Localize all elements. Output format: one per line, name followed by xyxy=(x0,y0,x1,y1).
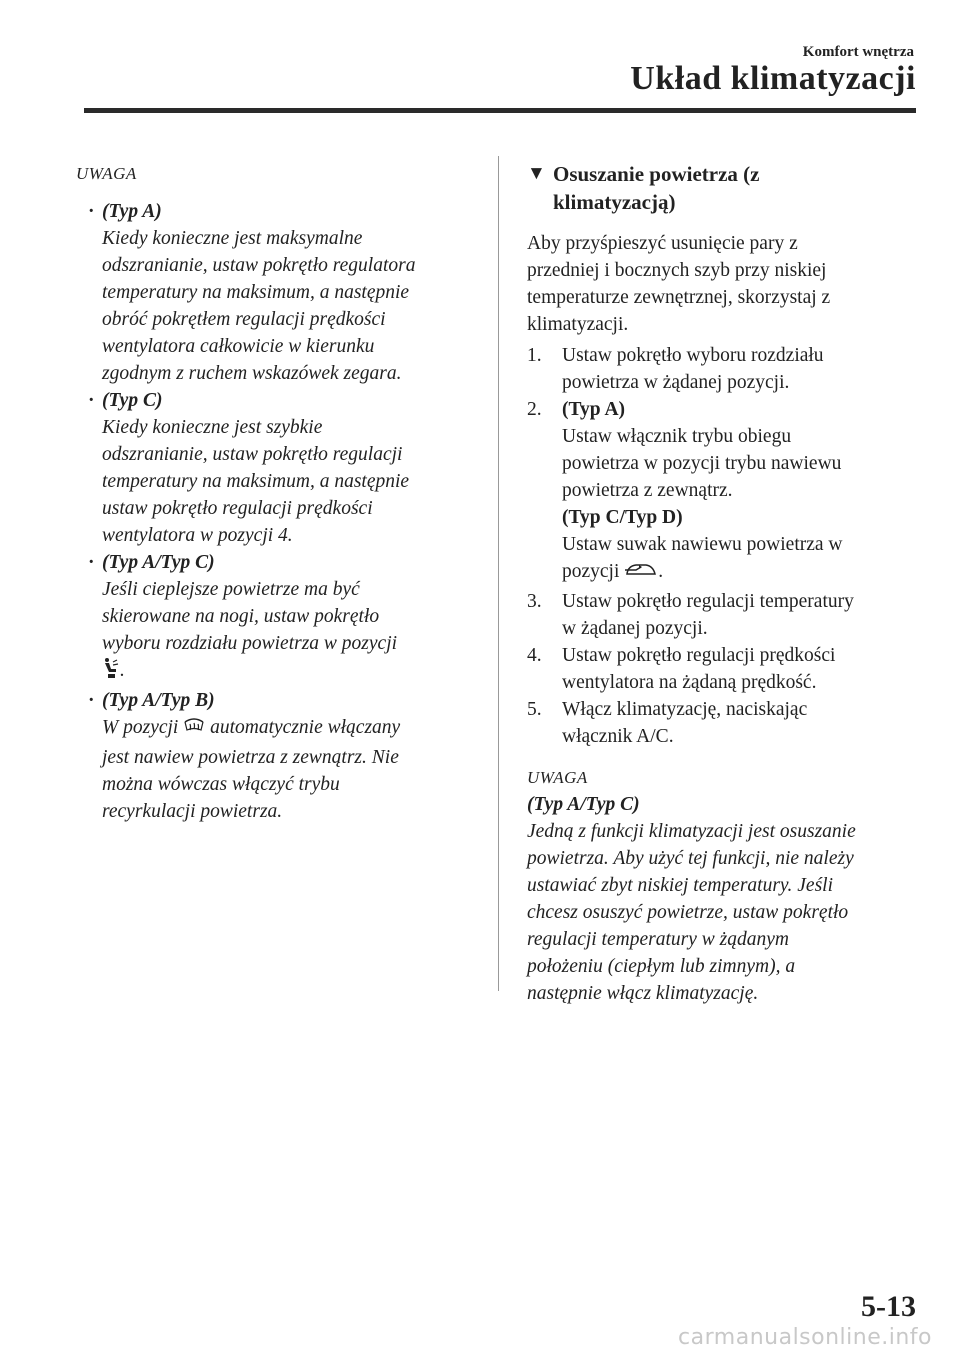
item-line: jest nawiew powietrza z zewnątrz. Nie xyxy=(102,747,399,768)
step-number: 3. xyxy=(527,591,542,612)
column-divider xyxy=(498,156,499,991)
step-line: Ustaw pokrętło regulacji temperatury xyxy=(562,591,854,612)
watermark[interactable]: carmanualsonline.info xyxy=(678,1325,932,1350)
page-number: 5-13 xyxy=(861,1290,916,1323)
item-line xyxy=(102,657,476,687)
step-tag: (Typ C/Typ D) xyxy=(562,507,683,528)
item-line: Jeśli cieplejsze powietrze ma być xyxy=(102,579,360,600)
item-line: skierowane na nogi, ustaw pokrętło xyxy=(102,606,380,627)
note-line: powietrza. Aby użyć tej funkcji, nie należy xyxy=(527,848,854,869)
step-line: Włącz klimatyzację, naciskając xyxy=(562,699,808,720)
note-line: ustawiać zbyt niskiej temperatury. Jeśli xyxy=(527,875,833,896)
header-section: Komfort wnętrza xyxy=(802,44,914,60)
windshield-defrost-icon xyxy=(183,716,205,744)
note-line: regulacji temperatury w żądanym xyxy=(527,929,789,950)
note-label: UWAGA xyxy=(76,164,137,183)
item-line: odszranianie, ustaw pokrętło regulacji xyxy=(102,444,403,465)
item-tag: (Typ A/Typ C) xyxy=(102,552,215,573)
header-rule xyxy=(84,108,916,113)
line-prefix: W pozycji xyxy=(102,717,179,738)
step xyxy=(527,342,919,396)
item-line: temperatury na maksimum, a następnie xyxy=(102,471,410,492)
note-line: Jedną z funkcji klimatyzacji jest osuszanie xyxy=(527,821,856,842)
step-line: Ustaw włącznik trybu obiegu xyxy=(562,426,792,447)
item-line xyxy=(102,714,476,744)
step xyxy=(527,588,919,642)
step-line: powietrza w pozycji trybu nawiewu xyxy=(562,453,842,474)
intro-line: temperaturze zewnętrznej, skorzystaj z xyxy=(527,287,831,308)
bullet-dot: · xyxy=(88,201,95,222)
item-tag: (Typ C) xyxy=(102,390,163,411)
item-line: wentylatora całkowicie w kierunku xyxy=(102,336,375,357)
note-item xyxy=(76,549,476,687)
item-line: obróć pokrętłem regulacji prędkości xyxy=(102,309,386,330)
note-item xyxy=(76,687,476,825)
item-line: zgodnym z ruchem wskazówek zegara. xyxy=(102,363,402,384)
step xyxy=(527,642,919,696)
line-suffix: . xyxy=(658,561,664,582)
intro-paragraph xyxy=(527,230,919,338)
step-number: 2. xyxy=(527,399,542,420)
vent-foot-icon xyxy=(102,657,120,687)
heading-line: klimatyzacją) xyxy=(553,190,676,214)
step-number: 5. xyxy=(527,699,542,720)
item-line: wyboru rozdziału powietrza w pozycji xyxy=(102,633,398,654)
fresh-air-car-icon xyxy=(624,560,658,588)
intro-line: Aby przyśpieszyć usunięcie pary z xyxy=(527,233,798,254)
step-line: powietrza w żądanej pozycji. xyxy=(562,372,790,393)
item-tag: (Typ A/Typ B) xyxy=(102,690,215,711)
section-heading xyxy=(527,160,919,216)
item-line: wentylatora w pozycji 4. xyxy=(102,525,293,546)
item-line: ustaw pokrętło regulacji prędkości xyxy=(102,498,373,519)
note-item xyxy=(76,198,476,387)
triangle-down-icon: ▼ xyxy=(527,163,546,184)
item-line: Kiedy konieczne jest szybkie xyxy=(102,417,323,438)
step-number: 4. xyxy=(527,645,542,666)
step-line: Ustaw pokrętło wyboru rozdziału xyxy=(562,345,824,366)
bullet-dot: · xyxy=(88,690,95,711)
step-line: wentylatora na żądaną prędkość. xyxy=(562,672,817,693)
right-column xyxy=(527,160,919,1007)
item-line-end: . xyxy=(120,660,125,681)
note-block xyxy=(527,764,919,1007)
step-line: włącznik A/C. xyxy=(562,726,674,747)
note-line: następnie włącz klimatyzację. xyxy=(527,983,759,1004)
intro-line: klimatyzacji. xyxy=(527,314,629,335)
intro-line: przedniej i bocznych szyb przy niskiej xyxy=(527,260,827,281)
bullet-dot: · xyxy=(88,390,95,411)
step-line xyxy=(562,558,919,588)
line-suffix: automatycznie włączany xyxy=(210,717,401,738)
header-title: Układ klimatyzacji xyxy=(630,60,916,97)
item-line: temperatury na maksimum, a następnie xyxy=(102,282,410,303)
step-line: w żądanej pozycji. xyxy=(562,618,708,639)
step-line: Ustaw pokrętło regulacji prędkości xyxy=(562,645,836,666)
note-label: UWAGA xyxy=(527,768,588,787)
item-line: odszranianie, ustaw pokrętło regulatora xyxy=(102,255,416,276)
bullet-dot: · xyxy=(88,552,95,573)
step xyxy=(527,696,919,750)
item-tag: (Typ A) xyxy=(102,201,162,222)
note-line: chcesz osuszyć powietrze, ustaw pokrętło xyxy=(527,902,849,923)
step-number: 1. xyxy=(527,345,542,366)
item-line: można wówczas włączyć trybu xyxy=(102,774,340,795)
left-column xyxy=(76,160,476,825)
note-item xyxy=(76,387,476,549)
heading-line: Osuszanie powietrza (z xyxy=(553,162,760,186)
step-tag: (Typ A) xyxy=(562,399,626,420)
line-prefix: pozycji xyxy=(562,561,620,582)
note-tag: (Typ A/Typ C) xyxy=(527,794,640,815)
item-line: Kiedy konieczne jest maksymalne xyxy=(102,228,363,249)
note-line: położeniu (ciepłym lub zimnym), a xyxy=(527,956,796,977)
item-line: recyrkulacji powietrza. xyxy=(102,801,283,822)
step-line: Ustaw suwak nawiewu powietrza w xyxy=(562,534,843,555)
step xyxy=(527,396,919,588)
step-line: powietrza z zewnątrz. xyxy=(562,480,733,501)
